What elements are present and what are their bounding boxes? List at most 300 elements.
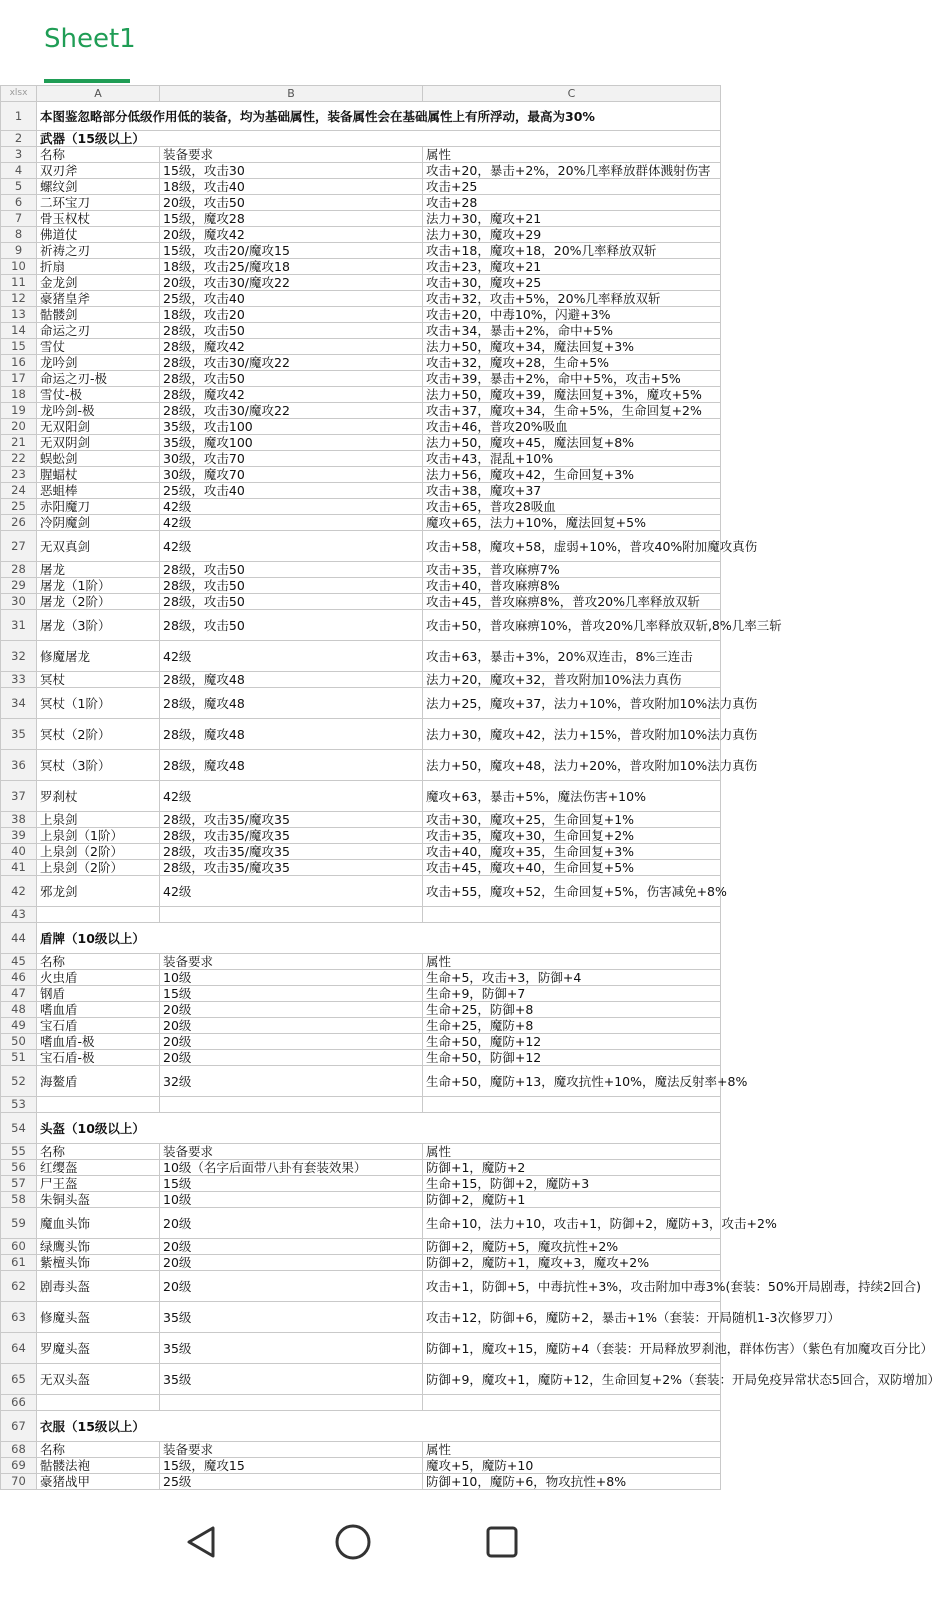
row-number[interactable]: 15 [1,339,37,355]
sheet-row [1,1271,721,1302]
row-number[interactable]: 57 [1,1176,37,1192]
row-number[interactable]: 48 [1,1002,37,1018]
cell-a[interactable]: 骨玉权杖 [37,211,160,227]
row-number[interactable]: 49 [1,1018,37,1034]
cell-a[interactable]: 恶蛆棒 [37,483,160,499]
cell-a[interactable]: 无双头盔 [37,1364,160,1395]
cell-b[interactable]: 42级 [160,781,423,812]
cell-b[interactable]: 20级 [160,1255,423,1271]
cell-b[interactable]: 20级，魔攻42 [160,227,423,243]
column-header-b[interactable]: B [160,86,423,102]
cell-c[interactable]: 防御+10，魔防+6，物攻抗性+8% [423,1474,721,1490]
row-number[interactable]: 40 [1,844,37,860]
row-number[interactable]: 27 [1,531,37,562]
row-number[interactable]: 9 [1,243,37,259]
cell-a[interactable]: 冥杖（3阶） [37,750,160,781]
row-number[interactable]: 43 [1,907,37,923]
sheet-tab-bar [0,0,720,84]
cell-a[interactable]: 屠龙 [37,562,160,578]
row-number[interactable]: 10 [1,259,37,275]
cell-b[interactable]: 42级 [160,499,423,515]
cell-b[interactable]: 10级 [160,1192,423,1208]
cell-a[interactable]: 无双真剑 [37,531,160,562]
row-number[interactable]: 63 [1,1302,37,1333]
row-number[interactable]: 8 [1,227,37,243]
cell-c[interactable]: 防御+2，魔防+1 [423,1192,721,1208]
cell-c[interactable]: 生命+15，防御+2，魔防+3 [423,1176,721,1192]
section-title-cell[interactable]: 头盔（10级以上） [37,1113,721,1144]
cell-a[interactable]: 骷髅剑 [37,307,160,323]
sheet-row [1,1255,721,1271]
cell-a[interactable]: 宝石盾-极 [37,1050,160,1066]
cell-a[interactable]: 魔血头饰 [37,1208,160,1239]
cell-b[interactable]: 30级，魔攻70 [160,467,423,483]
cell-a[interactable]: 上泉剑（2阶） [37,860,160,876]
cell-c[interactable]: 攻击+20，中毒10%，闪避+3% [423,307,721,323]
cell-a[interactable]: 海鳌盾 [37,1066,160,1097]
row-number[interactable]: 45 [1,954,37,970]
row-number[interactable]: 5 [1,179,37,195]
row-number[interactable]: 60 [1,1239,37,1255]
row-number[interactable]: 29 [1,578,37,594]
row-number[interactable]: 53 [1,1097,37,1113]
cell-a[interactable]: 冥杖 [37,672,160,688]
row-number[interactable]: 67 [1,1411,37,1442]
cell-b[interactable]: 20级，攻击50 [160,195,423,211]
cell-c[interactable]: 攻击+45，魔攻+40，生命回复+5% [423,860,721,876]
cell-b[interactable]: 28级，魔攻48 [160,750,423,781]
cell-c[interactable]: 攻击+35，魔攻+30，生命回复+2% [423,828,721,844]
sheet-row [1,719,721,750]
row-number[interactable]: 58 [1,1192,37,1208]
cell-a[interactable]: 祈祷之刃 [37,243,160,259]
cell-c[interactable]: 法力+30，魔攻+21 [423,211,721,227]
cell-c[interactable]: 攻击+50，普攻麻痹10%，普攻20%几率释放双斩,8%几率三斩 [423,610,721,641]
cell-b[interactable]: 42级 [160,531,423,562]
cell-a[interactable]: 骷髅法袍 [37,1458,160,1474]
cell-a[interactable]: 名称 [37,954,160,970]
cell-b[interactable]: 42级 [160,515,423,531]
back-button[interactable] [172,1512,232,1572]
sheet-row [1,291,721,307]
row-number[interactable]: 42 [1,876,37,907]
cell-a[interactable]: 豪猪战甲 [37,1474,160,1490]
cell-b[interactable]: 20级 [160,1018,423,1034]
cell-a[interactable]: 冷阴魔剑 [37,515,160,531]
row-number[interactable]: 56 [1,1160,37,1176]
cell-c[interactable]: 防御+9，魔攻+1，魔防+12，生命回复+2%（套装：开局免疫异常状态5回合，双防增加） [423,1364,721,1395]
row-number[interactable]: 24 [1,483,37,499]
cell-c[interactable]: 属性 [423,147,721,163]
cell-a[interactable]: 折扇 [37,259,160,275]
row-number[interactable]: 62 [1,1271,37,1302]
cell-b[interactable]: 28级，魔攻48 [160,719,423,750]
cell-a[interactable]: 蜈蚣剑 [37,451,160,467]
cell-c[interactable]: 攻击+40，魔攻+35，生命回复+3% [423,844,721,860]
row-number[interactable]: 21 [1,435,37,451]
cell-c[interactable]: 生命+25，防御+8 [423,1002,721,1018]
cell-a[interactable]: 雪仗-极 [37,387,160,403]
row-number[interactable]: 23 [1,467,37,483]
cell-a[interactable]: 火虫盾 [37,970,160,986]
cell-b[interactable] [160,907,423,923]
cell-b[interactable]: 装备要求 [160,147,423,163]
cell-b[interactable]: 35级，攻击100 [160,419,423,435]
cell-a[interactable]: 朱铜头盔 [37,1192,160,1208]
cell-c[interactable]: 攻击+58，魔攻+58，虚弱+10%，普攻40%附加魔攻真伤 [423,531,721,562]
cell-b[interactable]: 32级 [160,1066,423,1097]
row-number[interactable]: 22 [1,451,37,467]
cell-b[interactable]: 15级，魔攻28 [160,211,423,227]
cell-a[interactable]: 上泉剑（2阶） [37,844,160,860]
cell-a[interactable]: 紫檀头饰 [37,1255,160,1271]
cell-c[interactable]: 攻击+23，魔攻+21 [423,259,721,275]
row-number[interactable]: 38 [1,812,37,828]
row-number[interactable]: 12 [1,291,37,307]
cell-a[interactable] [37,907,160,923]
section-title-cell[interactable]: 衣服（15级以上） [37,1411,721,1442]
cell-b[interactable]: 28级，攻击50 [160,578,423,594]
cell-b[interactable] [160,1097,423,1113]
cell-b[interactable]: 35级 [160,1364,423,1395]
section-title-cell[interactable]: 盾牌（10级以上） [37,923,721,954]
cell-b[interactable]: 20级 [160,1034,423,1050]
cell-c[interactable]: 法力+20，魔攻+32，普攻附加10%法力真伤 [423,672,721,688]
row-number[interactable]: 41 [1,860,37,876]
sheet-row [1,688,721,719]
sheet-row [1,923,721,954]
cell-b[interactable]: 28级，魔攻42 [160,339,423,355]
cell-c[interactable]: 法力+50，魔攻+48，法力+20%，普攻附加10%法力真伤 [423,750,721,781]
cell-c[interactable]: 攻击+20，暴击+2%，20%几率释放群体溅射伤害 [423,163,721,179]
row-number[interactable]: 44 [1,923,37,954]
cell-c[interactable]: 生命+50，魔防+13，魔攻抗性+10%，魔法反射率+8% [423,1066,721,1097]
sheet-tab[interactable]: Sheet1 [44,24,136,54]
row-number[interactable]: 25 [1,499,37,515]
cell-a[interactable]: 名称 [37,1442,160,1458]
sheet-row [1,275,721,291]
cell-a[interactable]: 腥蝠杖 [37,467,160,483]
row-number[interactable]: 14 [1,323,37,339]
cell-c[interactable] [423,1395,721,1411]
cell-a[interactable] [37,1395,160,1411]
row-number[interactable]: 33 [1,672,37,688]
cell-b[interactable]: 15级 [160,1176,423,1192]
cell-a[interactable]: 螺纹剑 [37,179,160,195]
row-number[interactable]: 16 [1,355,37,371]
sheet-row [1,102,721,131]
cell-a[interactable]: 命运之刃-极 [37,371,160,387]
row-number[interactable]: 6 [1,195,37,211]
cell-a[interactable]: 无双阴剑 [37,435,160,451]
cell-c[interactable]: 攻击+46，普攻20%吸血 [423,419,721,435]
cell-b[interactable]: 15级，攻击20/魔攻15 [160,243,423,259]
cell-b[interactable]: 装备要求 [160,954,423,970]
cell-a[interactable]: 佛道仗 [37,227,160,243]
column-header-a[interactable]: A [37,86,160,102]
cell-c[interactable]: 攻击+63，暴击+3%，20%双连击，8%三连击 [423,641,721,672]
sheet-row [1,1474,721,1490]
row-number[interactable]: 3 [1,147,37,163]
cell-a[interactable]: 屠龙（2阶） [37,594,160,610]
cell-c[interactable]: 攻击+30，魔攻+25，生命回复+1% [423,812,721,828]
cell-c[interactable]: 属性 [423,1442,721,1458]
cell-b[interactable]: 30级，攻击70 [160,451,423,467]
cell-b[interactable]: 35级，魔攻100 [160,435,423,451]
cell-a[interactable]: 豪猪皇斧 [37,291,160,307]
cell-b[interactable]: 装备要求 [160,1144,423,1160]
row-number[interactable]: 55 [1,1144,37,1160]
row-number[interactable]: 20 [1,419,37,435]
cell-b[interactable]: 15级，攻击30 [160,163,423,179]
cell-a[interactable]: 名称 [37,147,160,163]
row-number[interactable]: 18 [1,387,37,403]
cell-b[interactable]: 18级，攻击40 [160,179,423,195]
cell-a[interactable]: 修魔头盔 [37,1302,160,1333]
row-number[interactable]: 34 [1,688,37,719]
cell-a[interactable]: 双刃斧 [37,163,160,179]
cell-c[interactable]: 攻击+12，防御+6，魔防+2，暴击+1%（套装：开局随机1-3次修罗刀） [423,1302,721,1333]
cell-b[interactable]: 35级 [160,1302,423,1333]
cell-c[interactable]: 攻击+1，防御+5，中毒抗性+3%，攻击附加中毒3%(套装：50%开局剧毒，持续2回合) [423,1271,721,1302]
cell-c[interactable]: 攻击+45，普攻麻痹8%，普攻20%几率释放双斩 [423,594,721,610]
cell-a[interactable]: 嗜血盾 [37,1002,160,1018]
cell-a[interactable]: 屠龙（3阶） [37,610,160,641]
cell-b[interactable]: 15级 [160,986,423,1002]
row-number[interactable]: 47 [1,986,37,1002]
cell-b[interactable]: 20级，攻击30/魔攻22 [160,275,423,291]
cell-a[interactable]: 龙吟剑-极 [37,403,160,419]
home-button[interactable] [323,1512,383,1572]
row-number[interactable]: 64 [1,1333,37,1364]
sheet-row [1,1160,721,1176]
row-number[interactable]: 36 [1,750,37,781]
cell-c[interactable] [423,907,721,923]
section-title-cell[interactable]: 武器（15级以上） [37,131,721,147]
cell-b[interactable]: 28级，攻击35/魔攻35 [160,812,423,828]
cell-b[interactable]: 20级 [160,1002,423,1018]
cell-c[interactable]: 生命+25，魔防+8 [423,1018,721,1034]
cell-a[interactable]: 嗜血盾-极 [37,1034,160,1050]
sheet-row [1,243,721,259]
cell-c[interactable] [423,1097,721,1113]
cell-a[interactable]: 剧毒头盔 [37,1271,160,1302]
row-number[interactable]: 66 [1,1395,37,1411]
row-number[interactable]: 26 [1,515,37,531]
column-header-c[interactable]: C [423,86,721,102]
sheet-row [1,355,721,371]
row-number[interactable]: 54 [1,1113,37,1144]
cell-a[interactable]: 宝石盾 [37,1018,160,1034]
cell-c[interactable]: 攻击+28 [423,195,721,211]
sheet-row [1,1364,721,1395]
row-number[interactable]: 30 [1,594,37,610]
cell-c[interactable]: 生命+10，法力+10，攻击+1，防御+2，魔防+3，攻击+2% [423,1208,721,1239]
cell-b[interactable]: 28级，攻击50 [160,562,423,578]
sheet-row [1,387,721,403]
cell-a[interactable]: 金龙剑 [37,275,160,291]
row-number[interactable]: 35 [1,719,37,750]
cell-c[interactable]: 生命+9，防御+7 [423,986,721,1002]
cell-b[interactable]: 28级，攻击30/魔攻22 [160,403,423,419]
sheet-row [1,1458,721,1474]
row-number[interactable]: 68 [1,1442,37,1458]
cell-c[interactable]: 防御+1，魔攻+15，魔防+4（套装：开局释放罗刹池，群体伤害）（紫色有加魔攻百分比） [423,1333,721,1364]
cell-a[interactable]: 上泉剑 [37,812,160,828]
cell-a[interactable] [37,1097,160,1113]
cell-a[interactable]: 龙吟剑 [37,355,160,371]
row-number[interactable]: 69 [1,1458,37,1474]
cell-c[interactable]: 防御+2，魔防+5，魔攻抗性+2% [423,1239,721,1255]
row-number[interactable]: 61 [1,1255,37,1271]
cell-a[interactable]: 雪仗 [37,339,160,355]
cell-b[interactable]: 25级 [160,1474,423,1490]
cell-c[interactable]: 攻击+25 [423,179,721,195]
row-number[interactable]: 4 [1,163,37,179]
cell-a[interactable]: 邪龙剑 [37,876,160,907]
cell-c[interactable]: 法力+56，魔攻+42，生命回复+3% [423,467,721,483]
row-number[interactable]: 2 [1,131,37,147]
cell-c[interactable]: 法力+30，魔攻+29 [423,227,721,243]
cell-c[interactable]: 攻击+32，攻击+5%，20%几率释放双斩 [423,291,721,307]
cell-c[interactable]: 属性 [423,1144,721,1160]
cell-b[interactable]: 20级 [160,1239,423,1255]
cell-a[interactable]: 罗魔头盔 [37,1333,160,1364]
cell-a[interactable]: 赤阳魔刀 [37,499,160,515]
cell-c[interactable]: 魔攻+65，法力+10%，魔法回复+5% [423,515,721,531]
cell-c[interactable]: 法力+30，魔攻+42，法力+15%，普攻附加10%法力真伤 [423,719,721,750]
cell-c[interactable]: 攻击+38，魔攻+37 [423,483,721,499]
cell-b[interactable]: 10级（名字后面带八卦有套装效果） [160,1160,423,1176]
cell-b[interactable]: 18级，攻击20 [160,307,423,323]
cell-c[interactable]: 攻击+32，魔攻+28，生命+5% [423,355,721,371]
cell-b[interactable]: 28级，攻击50 [160,594,423,610]
row-number[interactable]: 32 [1,641,37,672]
cell-b[interactable]: 10级 [160,970,423,986]
note-cell[interactable]: 本图鉴忽略部分低级作用低的装备，均为基础属性，装备属性会在基础属性上有所浮动，最高为30% [37,102,721,131]
sheet-row [1,594,721,610]
cell-b[interactable]: 20级 [160,1050,423,1066]
cell-c[interactable]: 攻击+55，魔攻+52，生命回复+5%，伤害减免+8% [423,876,721,907]
cell-b[interactable]: 15级，魔攻15 [160,1458,423,1474]
cell-a[interactable]: 红缨盔 [37,1160,160,1176]
row-number[interactable]: 31 [1,610,37,641]
cell-c[interactable]: 生命+5，攻击+3，防御+4 [423,970,721,986]
cell-c[interactable]: 攻击+65，普攻28吸血 [423,499,721,515]
cell-b[interactable]: 28级，魔攻42 [160,387,423,403]
cell-c[interactable]: 法力+25，魔攻+37，法力+10%，普攻附加10%法力真伤 [423,688,721,719]
cell-c[interactable]: 攻击+43，混乱+10% [423,451,721,467]
cell-c[interactable]: 魔攻+63，暴击+5%，魔法伤害+10% [423,781,721,812]
row-number[interactable]: 13 [1,307,37,323]
row-number[interactable]: 19 [1,403,37,419]
cell-a[interactable]: 冥杖（2阶） [37,719,160,750]
row-number[interactable]: 39 [1,828,37,844]
cell-c[interactable]: 魔攻+5，魔防+10 [423,1458,721,1474]
cell-b[interactable]: 18级，攻击25/魔攻18 [160,259,423,275]
cell-b[interactable]: 28级，攻击50 [160,323,423,339]
row-number[interactable]: 65 [1,1364,37,1395]
spreadsheet-grid[interactable] [0,85,940,1492]
cell-a[interactable]: 尸王盔 [37,1176,160,1192]
cell-a[interactable]: 二环宝刀 [37,195,160,211]
row-number[interactable]: 37 [1,781,37,812]
sheet-row [1,467,721,483]
sheet-row [1,641,721,672]
row-number[interactable]: 50 [1,1034,37,1050]
cell-b[interactable]: 28级，攻击30/魔攻22 [160,355,423,371]
cell-c[interactable]: 攻击+34，暴击+2%，命中+5% [423,323,721,339]
cell-a[interactable]: 罗刹杖 [37,781,160,812]
row-number[interactable]: 28 [1,562,37,578]
cell-c[interactable]: 攻击+39，暴击+2%，命中+5%，攻击+5% [423,371,721,387]
cell-b[interactable]: 28级，攻击50 [160,610,423,641]
cell-c[interactable]: 法力+50，魔攻+45，魔法回复+8% [423,435,721,451]
cell-a[interactable]: 无双阳剑 [37,419,160,435]
row-number[interactable]: 1 [1,102,37,131]
cell-b[interactable]: 装备要求 [160,1442,423,1458]
recents-button[interactable] [472,1512,532,1572]
cell-c[interactable]: 攻击+37，魔攻+34，生命+5%，生命回复+2% [423,403,721,419]
row-number[interactable]: 46 [1,970,37,986]
row-number[interactable]: 70 [1,1474,37,1490]
cell-a[interactable]: 上泉剑（1阶） [37,828,160,844]
row-number[interactable]: 59 [1,1208,37,1239]
cell-a[interactable]: 修魔屠龙 [37,641,160,672]
row-number[interactable]: 7 [1,211,37,227]
sheet-row [1,1442,721,1458]
cell-b[interactable]: 28级，攻击35/魔攻35 [160,844,423,860]
cell-a[interactable]: 绿鹰头饰 [37,1239,160,1255]
cell-a[interactable]: 屠龙（1阶） [37,578,160,594]
cell-b[interactable]: 28级，攻击50 [160,371,423,387]
cell-c[interactable]: 攻击+18，魔攻+18，20%几率释放双斩 [423,243,721,259]
cell-b[interactable] [160,1395,423,1411]
row-number[interactable]: 11 [1,275,37,291]
cell-c[interactable]: 攻击+40，普攻麻痹8% [423,578,721,594]
cell-b[interactable]: 28级，魔攻48 [160,672,423,688]
cell-c[interactable]: 防御+1，魔防+2 [423,1160,721,1176]
cell-b[interactable]: 35级 [160,1333,423,1364]
cell-c[interactable]: 攻击+35，普攻麻痹7% [423,562,721,578]
cell-c[interactable]: 法力+50，魔攻+39，魔法回复+3%，魔攻+5% [423,387,721,403]
cell-b[interactable]: 42级 [160,876,423,907]
corner-cell[interactable]: xlsx [1,86,37,102]
cell-b[interactable]: 42级 [160,641,423,672]
cell-b[interactable]: 20级 [160,1208,423,1239]
cell-b[interactable]: 28级，攻击35/魔攻35 [160,828,423,844]
cell-a[interactable]: 命运之刃 [37,323,160,339]
sheet-row [1,1411,721,1442]
row-number[interactable]: 52 [1,1066,37,1097]
cell-c[interactable]: 攻击+30，魔攻+25 [423,275,721,291]
cell-c[interactable]: 法力+50，魔攻+34，魔法回复+3% [423,339,721,355]
cell-a[interactable]: 钢盾 [37,986,160,1002]
cell-c[interactable]: 生命+50，防御+12 [423,1050,721,1066]
cell-b[interactable]: 28级，魔攻48 [160,688,423,719]
cell-a[interactable]: 名称 [37,1144,160,1160]
cell-b[interactable]: 28级，攻击35/魔攻35 [160,860,423,876]
cell-b[interactable]: 25级，攻击40 [160,291,423,307]
cell-b[interactable]: 20级 [160,1271,423,1302]
cell-b[interactable]: 25级，攻击40 [160,483,423,499]
cell-c[interactable]: 生命+50，魔防+12 [423,1034,721,1050]
row-number[interactable]: 17 [1,371,37,387]
row-number[interactable]: 51 [1,1050,37,1066]
cell-a[interactable]: 冥杖（1阶） [37,688,160,719]
cell-c[interactable]: 防御+2，魔防+1，魔攻+3，魔攻+2% [423,1255,721,1271]
cell-c[interactable]: 属性 [423,954,721,970]
